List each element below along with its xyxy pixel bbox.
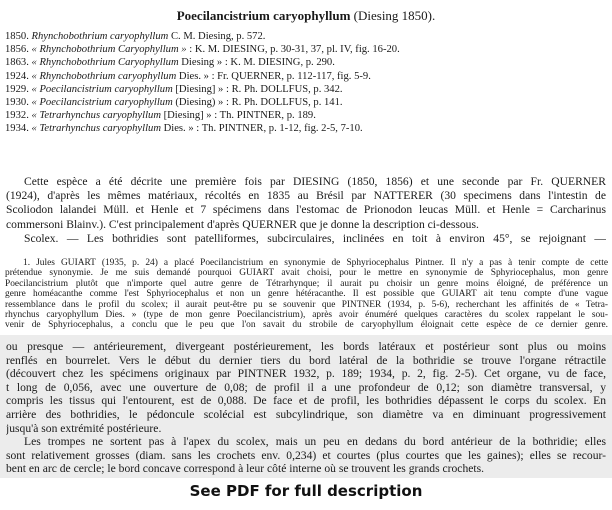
ref-citation: Dies. » : Th. PINTNER, p. 1-12, fig. 2-5, 7-10. [160,123,363,135]
description-paragraph [6,175,606,246]
ref-taxon: « Poecilancistrium caryophyllum [31,97,173,109]
text-line: Cette espèce a été décrite une première fois par DIESING (1850, 1856) et une seconde par Fr. QUERNER [24,175,606,188]
ref-taxon: « Rhynchobothrium caryophyllum [31,70,177,82]
synonymy-entry [5,70,400,83]
ref-year: 1856. [5,44,29,56]
synonymy-entry [5,109,400,122]
footnote-line: ressemblance dans le profil du scolex; il aurait peut-être pu se souvenir que PINTNER (1934, p. 5-6), recherchant les affinités de « Tetra- [5,299,608,310]
ref-taxon: « Tetrarhynchus caryophyllum [31,110,161,122]
ref-citation: [Diesing] » : R. Ph. DOLLFUS, p. 342. [172,83,343,95]
ref-citation: [Diesing] » : Th. PINTNER, p. 189. [160,110,316,122]
synonymy-entry [5,30,400,43]
scolex-paragraph [6,340,606,476]
synonymy-entry [5,43,400,56]
text-line: sont relativement grosses (diam. sans les crochets env. 0,234) et courtes (plus courtes que les gaines); elles se recour- [6,448,606,462]
species-author: (Diesing 1850). [353,8,436,23]
ref-year: 1932. [5,110,29,122]
see-pdf-caption: See PDF for full description [189,482,423,500]
footnote-line: venir de Sphyriocephalus, a conclu que le peu que l'on savait du strobile de caryophyllum éloignait cette espèce de ce dernier genre. [5,320,608,331]
ref-citation: C. M. Diesing, p. 572. [168,31,266,42]
text-line: renflés en bourrelet. Vers le début du dernier tiers du bord latéral de la bothridie se trouve l'organe rétractile [6,353,606,367]
ref-year: 1929. [5,83,29,95]
species-name: Poecilancistrium caryophyllum [176,8,351,23]
ref-taxon: « Rhynchobothrium Caryophyllum » [31,44,187,56]
text-line: compris les tissus qui l'entourent, est de 0,088. De face et de profil, les bothridies dépassent le corps du scolex. En [6,394,606,408]
text-line: bent en arc de cercle; le bord concave correspond à leur côté interne où se trouvent les grands crochets. [6,462,485,476]
synonymy-entry [5,56,400,69]
ref-taxon: « Poecilancistrium caryophyllum [31,83,173,95]
text-line: arrière des bothridies, le pédoncule scolécial est subcylindrique, son diamètre va en diminuant progressivement [6,407,606,421]
ref-citation: : K. M. DIESING, p. 30-31, 37, pl. IV, fig. 16-20. [186,44,400,56]
species-title [0,8,612,24]
ref-taxon: « Rhynchobothrium Caryophyllum [31,57,179,69]
footnote [5,258,608,331]
text-line: (découvert chez les spécimens originaux par PINTNER 1932, p. 189; 1934, p. 2, fig. 2-5). Cet organe, vu de face, [6,367,606,381]
text-line: commersoni Blainv.). C'est principalement d'après QUERNER que je donne la description ci-dessous. [6,217,479,231]
synonymy-entry [5,96,400,109]
ref-year: 1924. [5,70,29,82]
synonymy-list [5,30,400,136]
text-line: (1924), d'après les mêmes matériaux, récoltés en 1835 au Brésil par NATTERER (30 specimens dans l'intestin de [6,189,606,203]
footnote-line: 1. Jules GUIART (1935, p. 24) a placé Poecilancistrium en synonymie de Sphyriocephalus Pintner. Il n'y a pas à tenir compte de cette [23,258,608,268]
ref-citation: (Diesing) » : R. Ph. DOLLFUS, p. 141. [172,97,343,109]
ref-year: 1863. [5,57,29,69]
ref-year: 1930. [5,97,29,109]
ref-citation: Diesing » : K. M. DIESING, p. 290. [178,57,335,69]
synonymy-entry [5,122,400,135]
text-line: Scoliodon lalandei Müll. et Henle et 7 spécimens dans l'estomac de Prionodon leucas Müll. et Henle = Carcharinus [6,203,606,217]
text-line: Les trompes ne sortent pas à l'apex du scolex, mais un peu en dedans du bord antérieur de la bothridie; elles [24,435,606,449]
footnote-line: Poecilancistrium plutôt que n'importe quel autre genre de Tétrarhynque; il aurait pu choisir un genre moins éloigné, de préférence un [5,278,608,289]
text-line: jusqu'à son extrémité postérieure. [6,421,162,435]
footnote-line: genre homéacanthe comme l'est Sphyriocephalus et non un genre hétéracanthe. Il est possible que GUIART ait tenu compte d'une vague [5,289,608,300]
ref-taxon: « Tetrarhynchus caryophyllum [31,123,161,135]
ref-year: 1934. [5,123,29,135]
text-line: t long de 0,056, avec une ouverture de 0,08; de profil il a une profondeur de 0,12; son diamètre transversal, y [6,380,606,394]
text-line: Scolex. — Les bothridies sont patelliformes, subcirculaires, inclinées en toit à environ 45°, se rejoignant — [24,231,606,245]
footnote-line: prétendue synonymie. Je me suis demandé pourquoi GUIART avait choisi, pour le mettre en synonymie de Sphyriocephalus, mon genre [5,268,608,279]
ref-year: 1850. [5,31,29,42]
ref-citation: Dies. » : Fr. QUERNER, p. 112-117, fig. 5-9. [176,70,371,82]
synonymy-entry [5,83,400,96]
footnote-line: rhynchus caryophyllum Dies. » (type de mon genre Poecilancistrium), après avoir énuméré quelques caractères du scolex rappelant le sou- [5,310,608,321]
ref-taxon: Rhynchobothrium caryophyllum [31,31,169,42]
text-line: ou presque — antérieurement, divergeant postérieurement, les bords latéraux et postérieur sont plus ou moins [6,340,606,353]
